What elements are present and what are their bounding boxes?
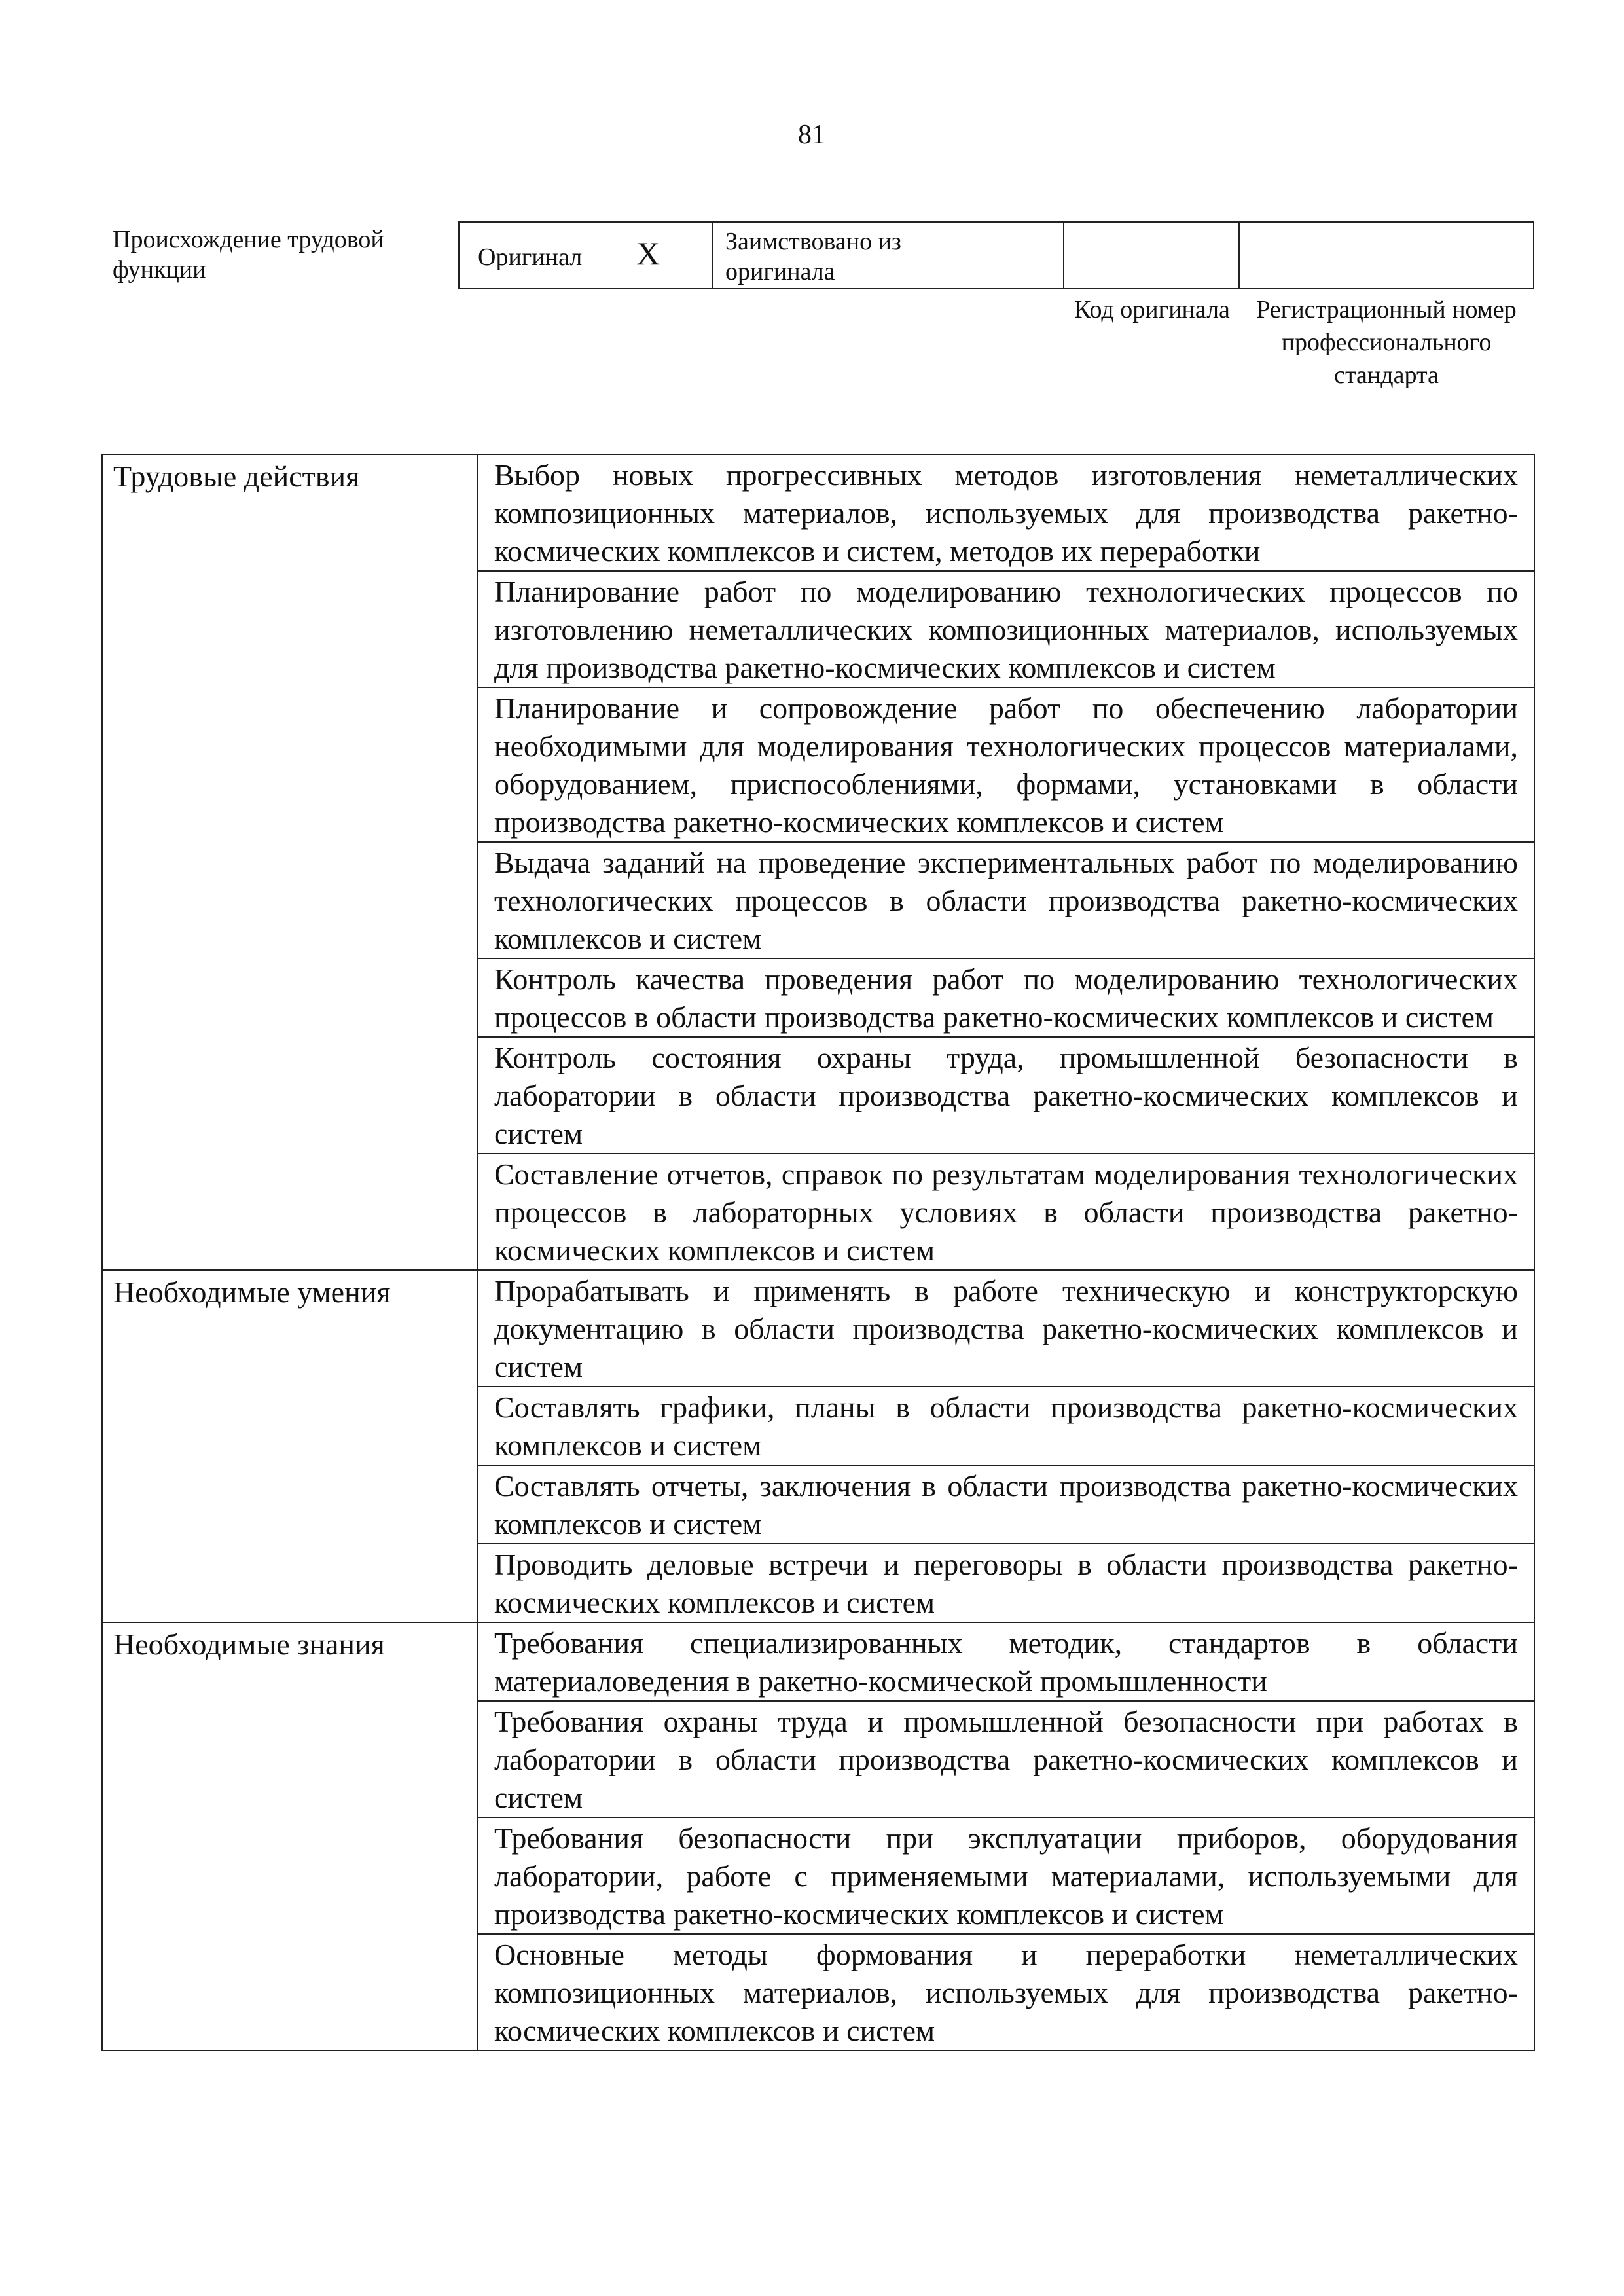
list-item: Контроль качества проведения работ по моделированию технологических процессов в области производства ракетно-космических комплексов и систем [478, 958, 1534, 1037]
original-mark: X [636, 235, 660, 272]
section-title: Необходимые знания [102, 1622, 478, 2050]
list-item: Планирование и сопровождение работ по обеспечению лаборатории необходимыми для моделирования технологических процессов материалами, оборудованием, приспособлениями, формами, установками в области производства ракетно-космических комплексов и систем [478, 687, 1534, 842]
table-row [102, 454, 1534, 571]
section-title: Необходимые умения [102, 1270, 478, 1622]
functions-table [101, 454, 1535, 2051]
list-item: Составлять отчеты, заключения в области производства ракетно-космических комплексов и систем [478, 1465, 1534, 1544]
list-item: Проводить деловые встречи и переговоры в области производства ракетно-космических комплексов и систем [478, 1544, 1534, 1622]
list-item: Выдача заданий на проведение экспериментальных работ по моделированию технологических процессов в области производства ракетно-космических комплексов и систем [478, 842, 1534, 958]
list-item: Составление отчетов, справок по результатам моделирования технологических процессов в лабораторных условиях в области производства ракетно-космических комплексов и систем [478, 1154, 1534, 1270]
code-caption: Код оригинала [1074, 296, 1230, 323]
list-item: Прорабатывать и применять в работе техническую и конструкторскую документацию в области производства ракетно-космических комплексов и систем [478, 1270, 1534, 1387]
page-number: 81 [798, 120, 825, 150]
list-item: Требования специализированных методик, стандартов в области материаловедения в ракетно-космической промышленности [478, 1622, 1534, 1701]
reg-number-cell [1238, 221, 1534, 289]
table-row [102, 1270, 1534, 1387]
list-item: Требования охраны труда и промышленной безопасности при работах в лаборатории в области производства ракетно-космических комплексов и систем [478, 1701, 1534, 1817]
list-item: Планирование работ по моделированию технологических процессов по изготовлению неметаллических композиционных материалов, используемых для производства ракетно-космических комплексов и систем [478, 571, 1534, 687]
table-row [102, 1622, 1534, 1701]
list-item: Составлять графики, планы в области производства ракетно-космических комплексов и систем [478, 1387, 1534, 1465]
list-item: Требования безопасности при эксплуатации приборов, оборудования лаборатории, работе с применяемыми материалами, используемыми для производства ракетно-космических комплексов и систем [478, 1817, 1534, 1934]
original-label: Оригинал [478, 244, 583, 271]
borrowed-cell [712, 221, 1064, 289]
code-cell [1063, 221, 1240, 289]
origin-label: Происхождение трудовой функции [113, 226, 384, 283]
list-item: Выбор новых прогрессивных методов изготовления неметаллических композиционных материалов, используемых для производства ракетно-космических комплексов и систем, методов их переработки [478, 454, 1534, 571]
reg-number-caption: Регистрационный номер профессионального стандарта [1256, 296, 1517, 389]
list-item: Основные методы формования и переработки неметаллических композиционных материалов, используемых для производства ракетно-космических комплексов и систем [478, 1934, 1534, 2050]
original-cell [458, 221, 713, 289]
section-title: Трудовые действия [102, 454, 478, 1270]
list-item: Контроль состояния охраны труда, промышленной безопасности в лаборатории в области производства ракетно-космических комплексов и систем [478, 1037, 1534, 1154]
borrowed-label: Заимствовано из оригинала [725, 228, 901, 285]
